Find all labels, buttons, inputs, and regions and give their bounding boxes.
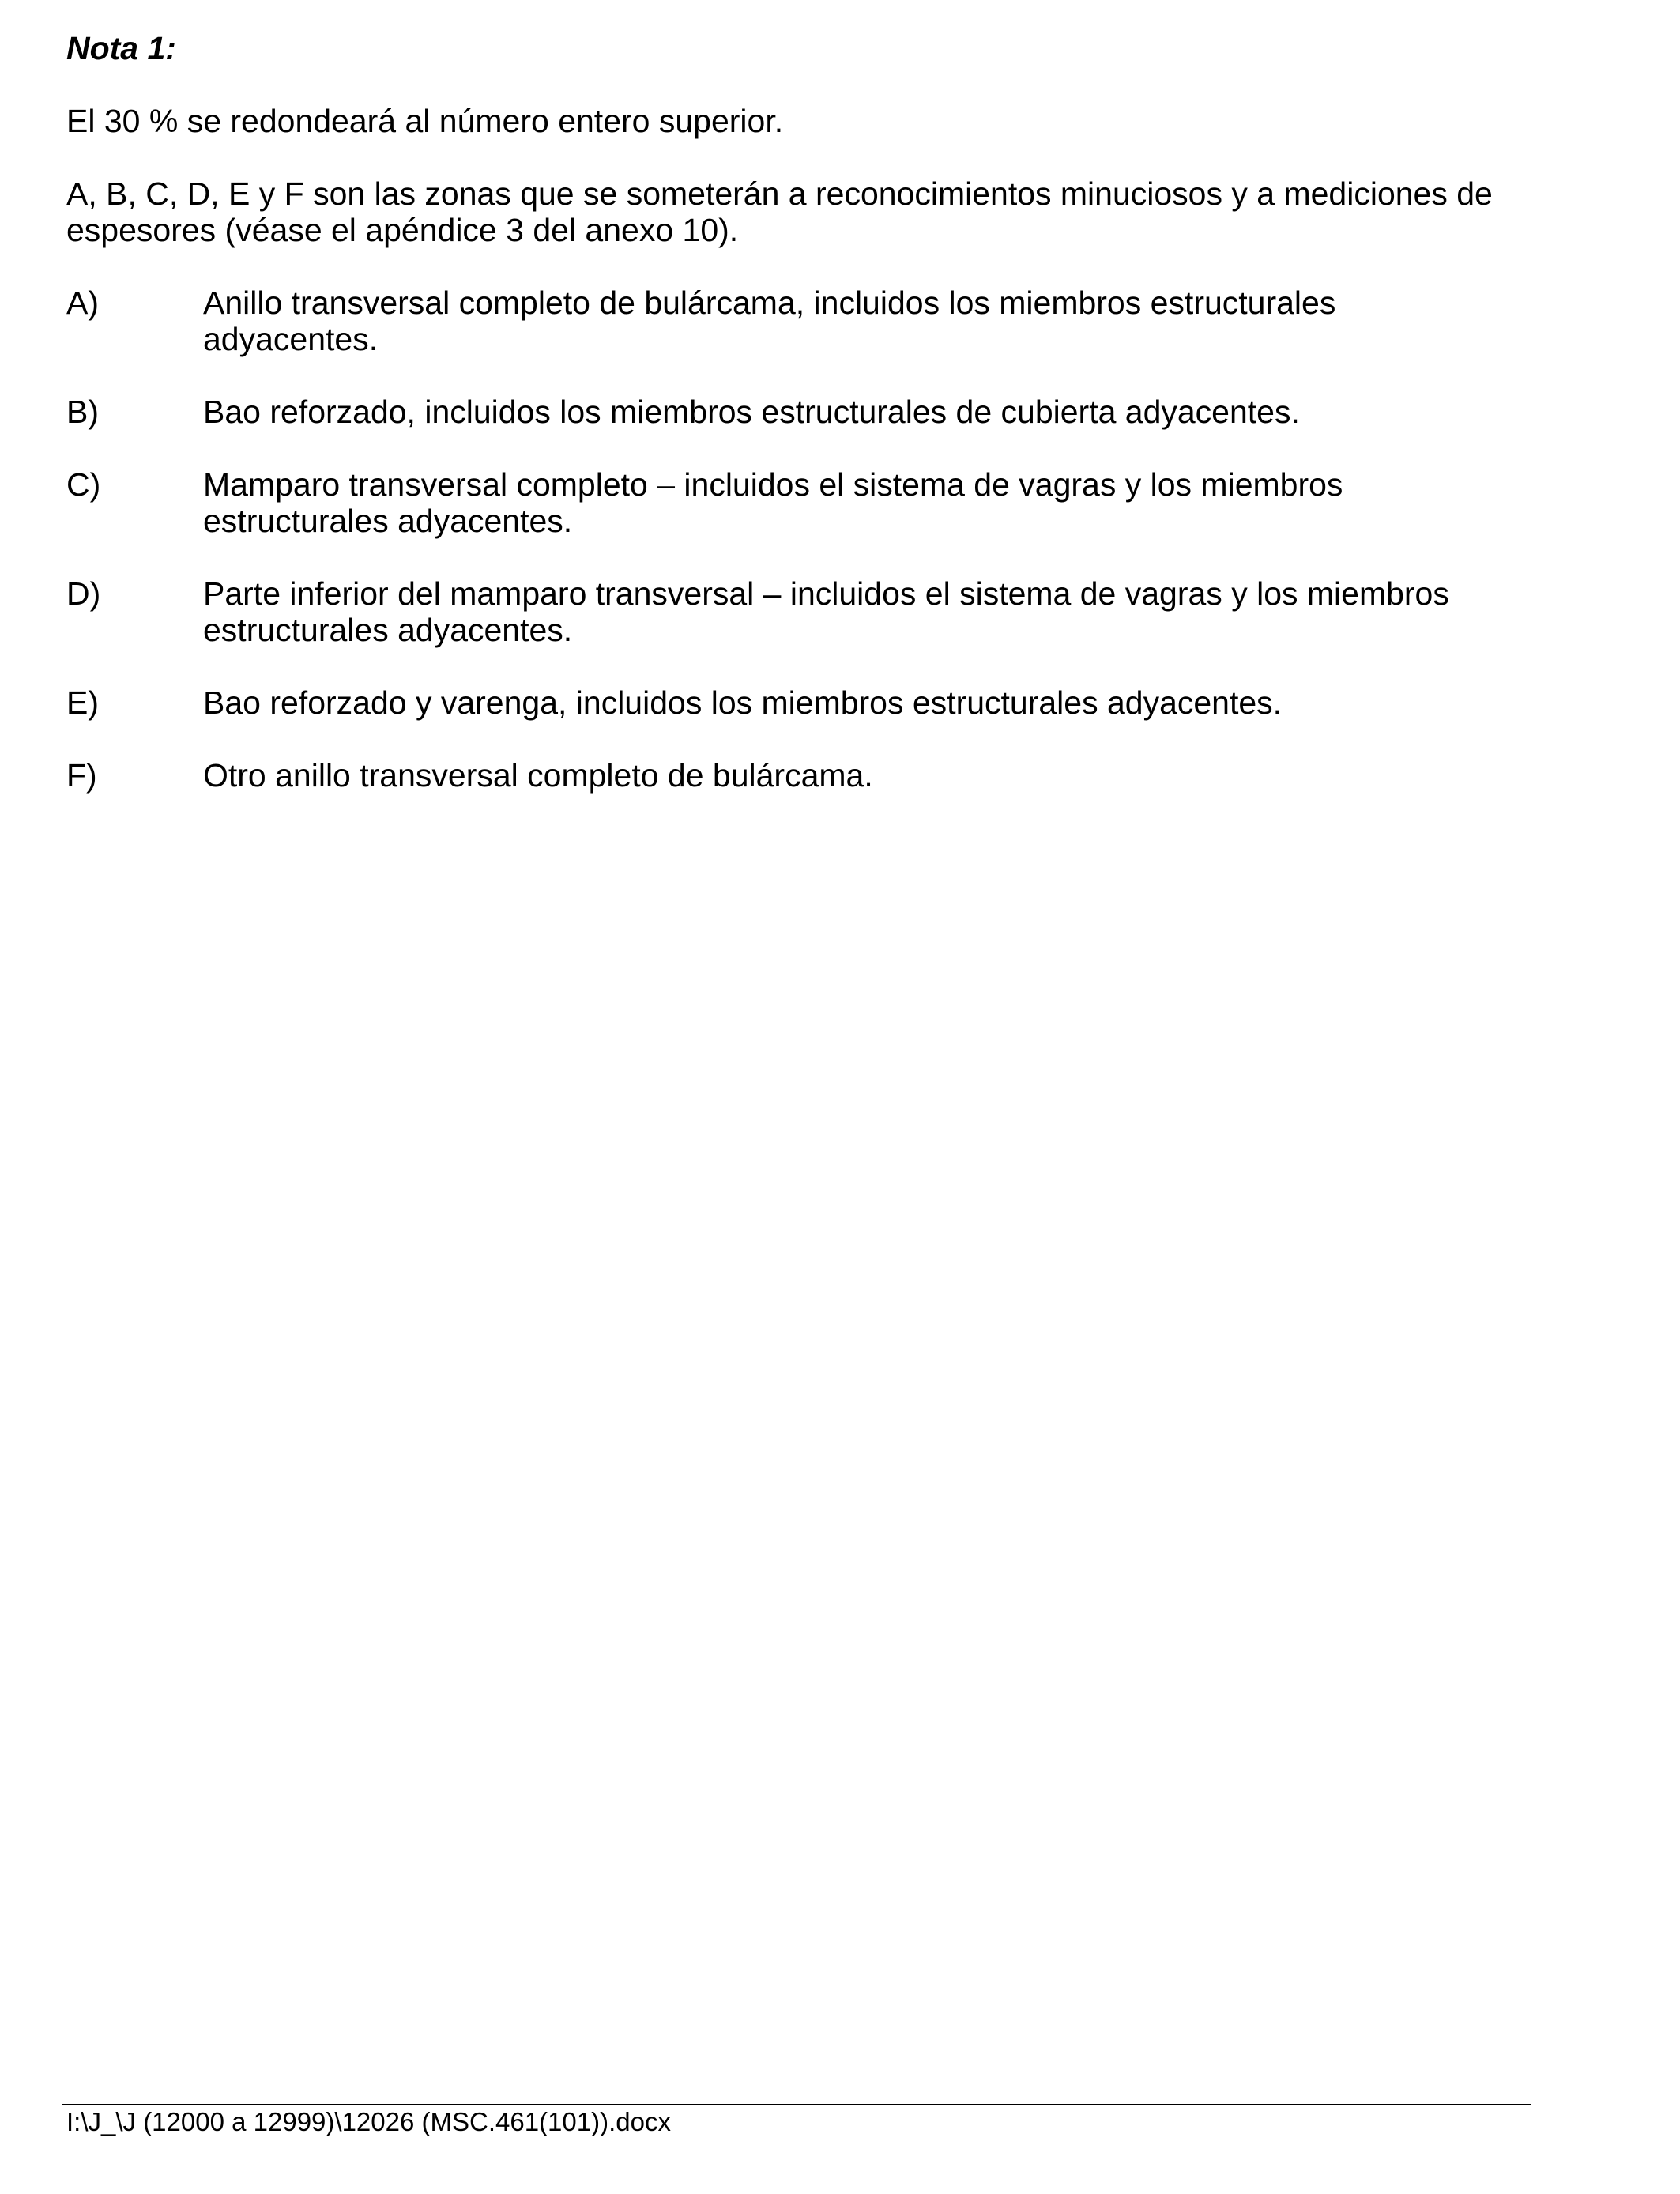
- zone-description: Bao reforzado y varenga, incluidos los miembros estructurales adyacentes.: [203, 684, 1283, 721]
- zone-letter: D): [66, 575, 101, 612]
- zone-description: Parte inferior del mamparo transversal – incluidos el sistema de vagras y los miembros estructurales adyacentes.: [203, 575, 1449, 648]
- footer-file-path: I:\J_\J (12000 a 12999)\12026 (MSC.461(101)).docx: [66, 2107, 671, 2136]
- zone-description: Mamparo transversal completo – incluidos el sistema de vagras y los miembros estructurales adyacentes.: [203, 466, 1343, 539]
- note-title: Nota 1:: [66, 30, 176, 66]
- zone-letter: B): [66, 394, 99, 430]
- zone-letter: F): [66, 757, 97, 794]
- zone-letter: A): [66, 285, 99, 321]
- note-paragraph-rounding: El 30 % se redondeará al número entero superior.: [66, 103, 784, 139]
- zone-item-a: [66, 285, 1536, 357]
- zone-description: Anillo transversal completo de bulárcama, incluidos los miembros estructurales adyacentes.: [203, 285, 1336, 357]
- zone-item-c: [66, 466, 1536, 539]
- zone-description: Otro anillo transversal completo de bulárcama.: [203, 757, 873, 794]
- footer-divider: [62, 2104, 1531, 2105]
- zone-item-b: [66, 394, 1536, 430]
- document-page: [66, 30, 1536, 830]
- zone-item-e: [66, 684, 1536, 721]
- zone-item-d: [66, 575, 1536, 648]
- zone-item-f: [66, 757, 1536, 794]
- zone-description: Bao reforzado, incluidos los miembros estructurales de cubierta adyacentes.: [203, 394, 1300, 430]
- zone-letter: C): [66, 466, 101, 503]
- zone-letter: E): [66, 684, 99, 721]
- note-paragraph-zones-intro: A, B, C, D, E y F son las zonas que se someterán a reconocimientos minuciosos y a mediciones de espesores (véase el apéndice 3 del anexo 10).: [66, 175, 1493, 248]
- zone-list: [66, 285, 1536, 794]
